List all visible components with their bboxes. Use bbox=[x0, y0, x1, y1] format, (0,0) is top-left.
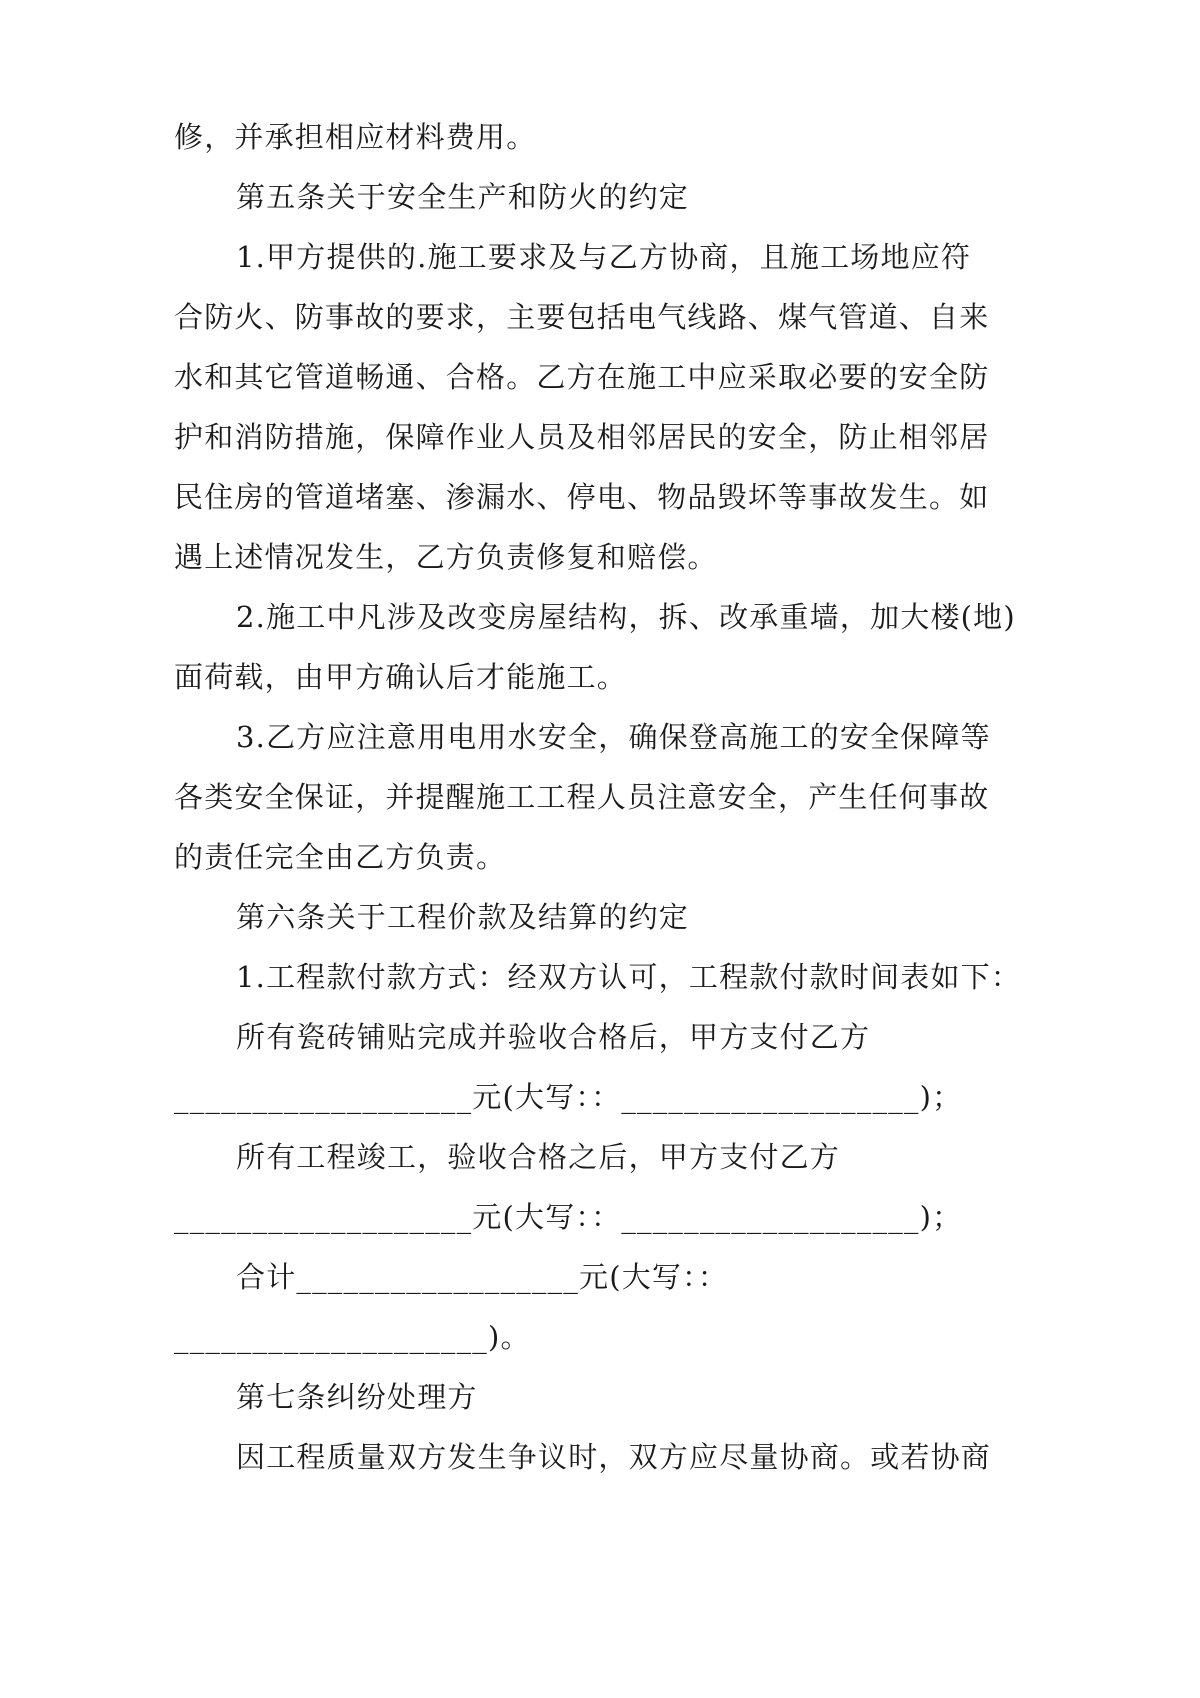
paragraph-line: 水和其它管道畅通、合格。乙方在施工中应采取必要的安全防 bbox=[174, 360, 990, 394]
paragraph-line: 1.甲方提供的.施工要求及与乙方协商，且施工场地应符 bbox=[236, 240, 972, 274]
paragraph-line: 民住房的管道堵塞、渗漏水、停电、物品毁坏等事故发生。如 bbox=[174, 480, 990, 514]
paragraph-line: 3.乙方应注意用电用水安全，确保登高施工的安全保障等 bbox=[236, 720, 991, 754]
section-heading: 第七条纠纷处理方 bbox=[236, 1380, 478, 1414]
paragraph-line: 合防火、防事故的要求，主要包括电气线路、煤气管道、自来 bbox=[174, 300, 990, 334]
paragraph-line: 所有工程竣工，验收合格之后，甲方支付乙方 bbox=[236, 1140, 841, 1174]
paragraph-line: 各类安全保证，并提醒施工工程人员注意安全，产生任何事故 bbox=[174, 780, 990, 814]
paragraph-line: 因工程质量双方发生争议时，双方应尽量协商。或若协商 bbox=[236, 1440, 992, 1474]
total-line: 合计__________________元(大写：： bbox=[236, 1260, 729, 1294]
paragraph-line: 护和消防措施，保障作业人员及相邻居民的安全，防止相邻居 bbox=[174, 420, 990, 454]
paragraph-line: 1.工程款付款方式：经双方认可，工程款付款时间表如下： bbox=[236, 960, 1022, 994]
amount-blank-line: ___________________元(大写：：___________________)； bbox=[174, 1080, 963, 1114]
paragraph-line: 所有瓷砖铺贴完成并验收合格后，甲方支付乙方 bbox=[236, 1020, 871, 1054]
paragraph-line: 遇上述情况发生，乙方负责修复和赔偿。 bbox=[174, 540, 718, 574]
paragraph-line: 面荷载，由甲方确认后才能施工。 bbox=[174, 660, 628, 694]
amount-blank-line: ___________________元(大写：：___________________)； bbox=[174, 1200, 963, 1234]
section-heading: 第五条关于安全生产和防火的约定 bbox=[236, 180, 690, 214]
paragraph-line: 2.施工中凡涉及改变房屋结构，拆、改承重墙，加大楼(地) bbox=[236, 600, 1016, 634]
paragraph-line: 的责任完全由乙方负责。 bbox=[174, 840, 507, 874]
section-heading: 第六条关于工程价款及结算的约定 bbox=[236, 900, 690, 934]
paragraph-line: 修，并承担相应材料费用。 bbox=[174, 120, 537, 154]
amount-blank-line: ____________________)。 bbox=[174, 1320, 531, 1354]
